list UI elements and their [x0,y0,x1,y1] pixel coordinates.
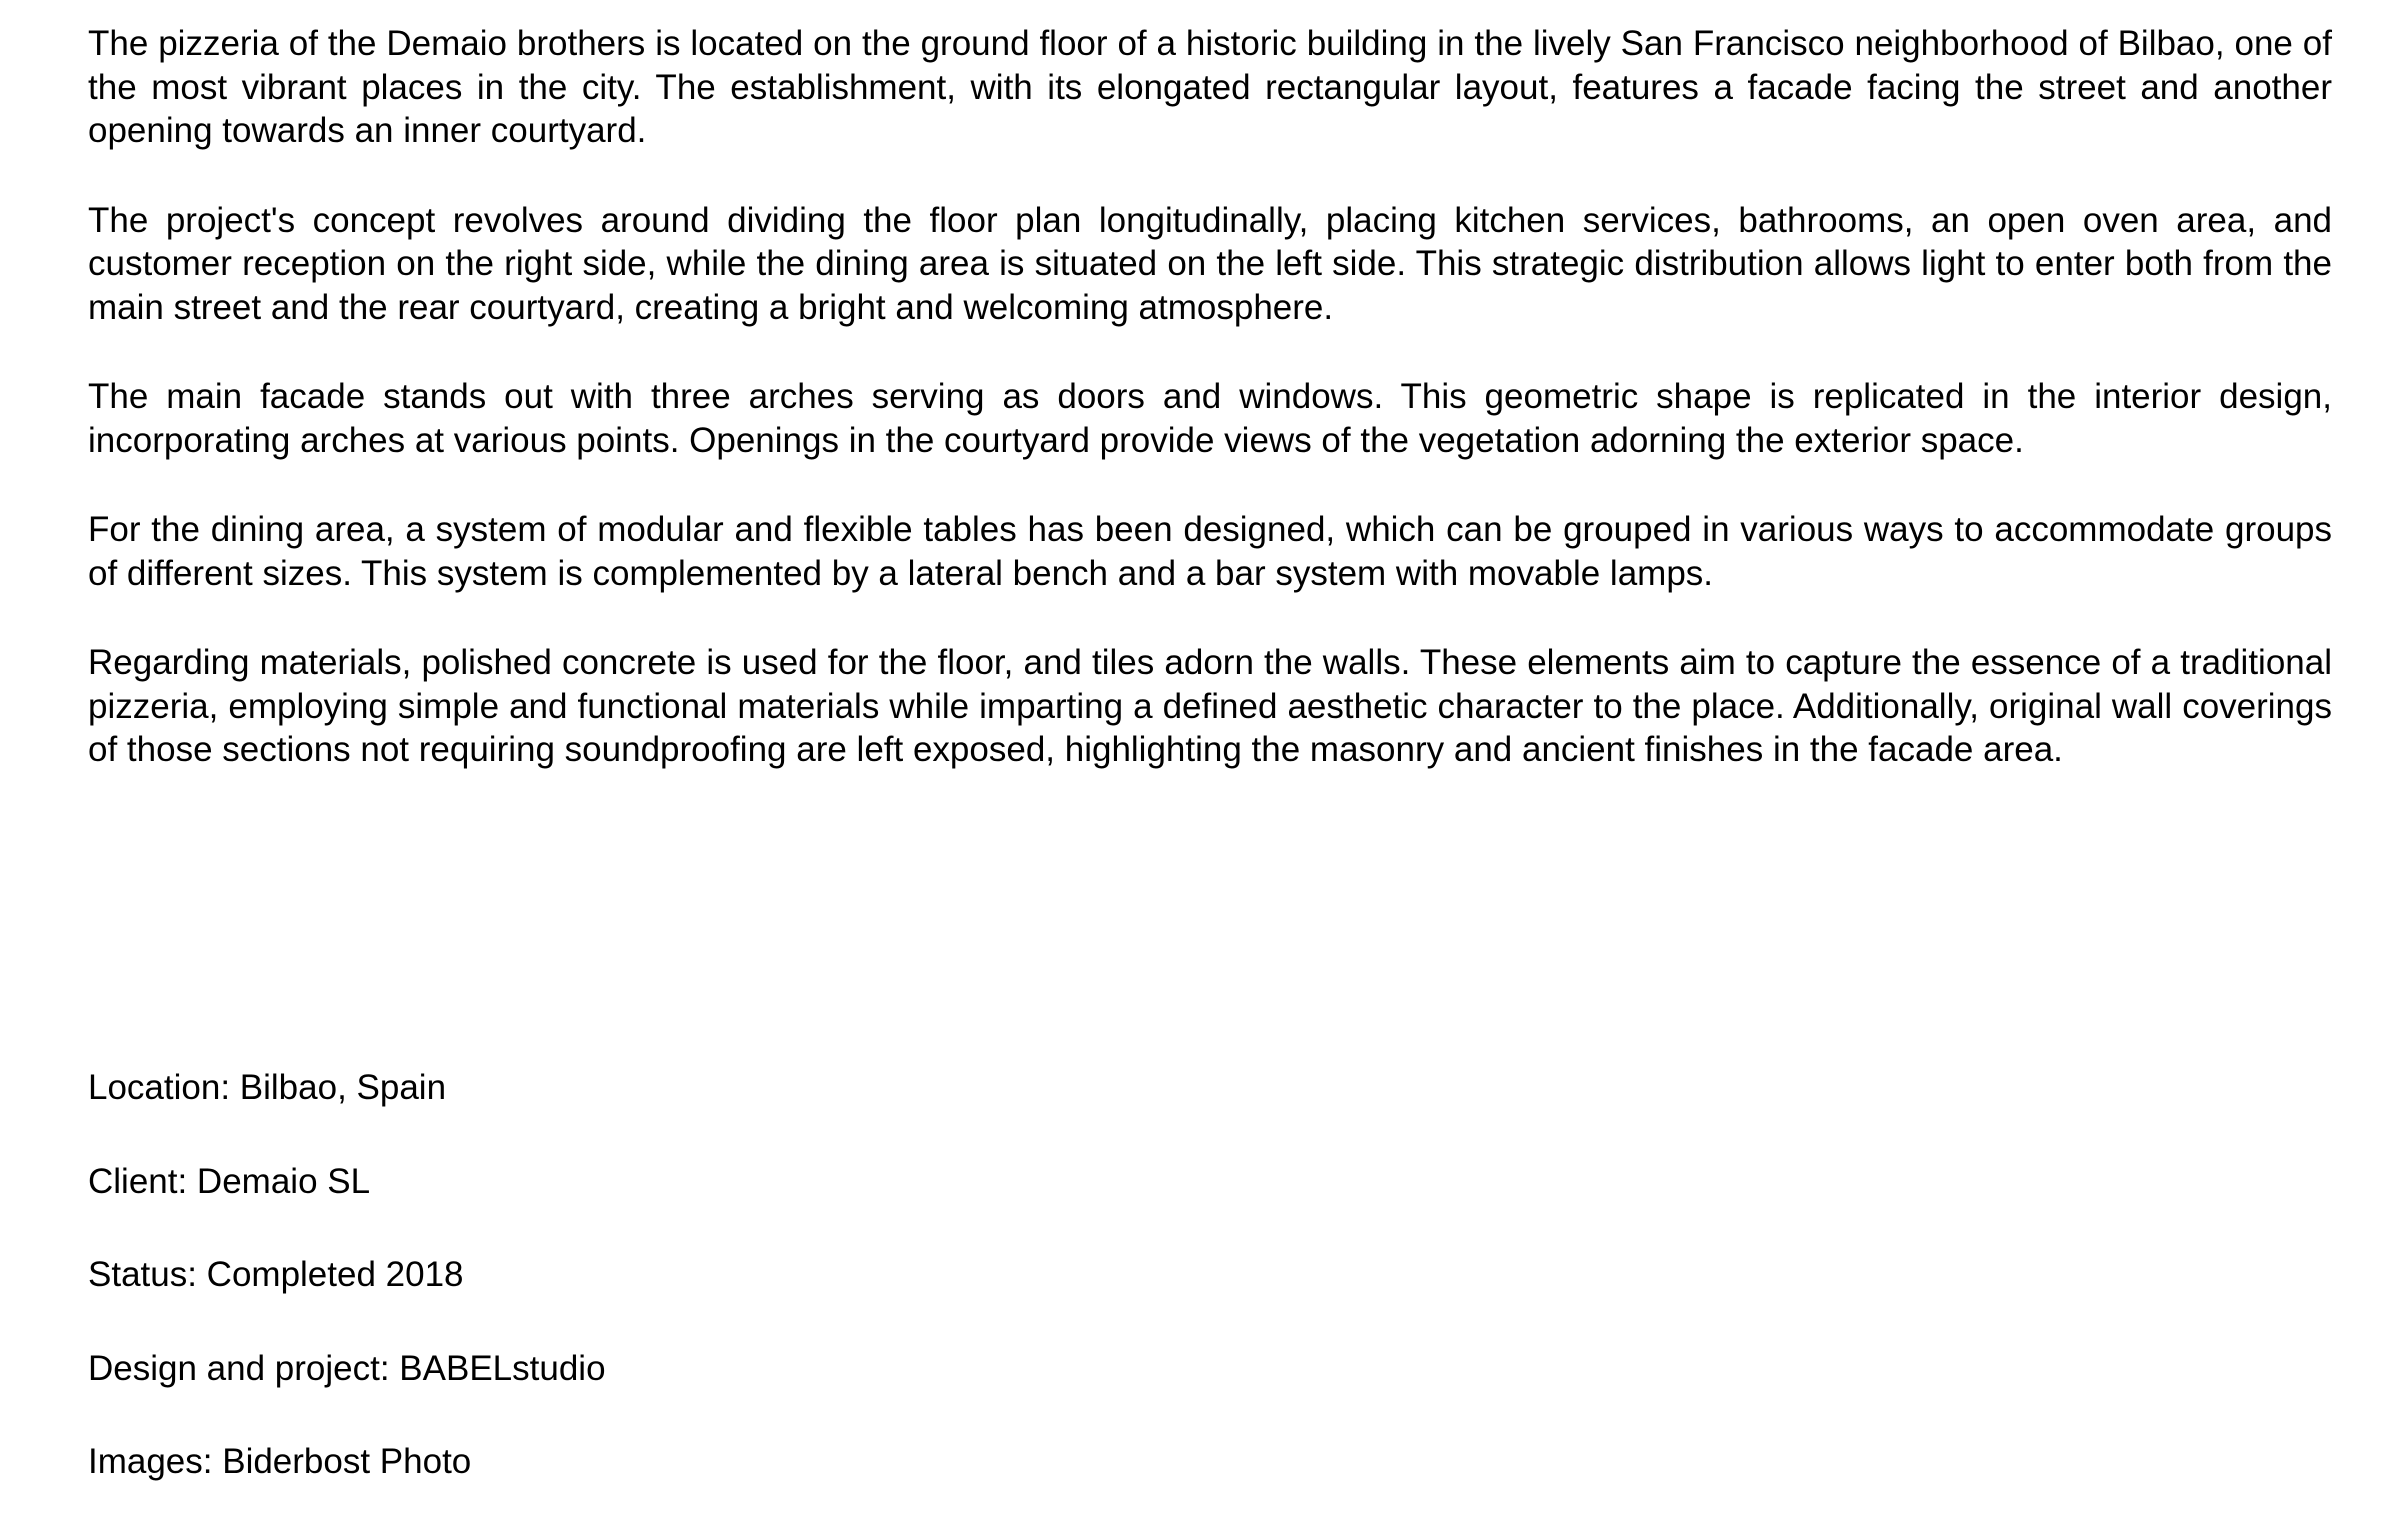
paragraph-location-intro: The pizzeria of the Demaio brothers is located on the ground floor of a historic building in the lively San Francisco neighborhood of Bilbao, one of the most vibrant places in the city. The establishment, with its elongated rectangular layout, features a facade facing the street and another opening towards an inner courtyard. [88,24,2332,150]
project-images-credit: Images: Biderbost Photo [88,1442,472,1481]
paragraph-materials: Regarding materials, polished concrete is used for the floor, and tiles adorn the walls. These elements aim to capture the essence of a traditional pizzeria, employing simple and functional materials while imparting a defined aesthetic character to the place. Additionally, original wall coverings of those sections not requiring soundproofing are left exposed, highlighting the masonry and ancient finishes in the facade area. [88,643,2332,769]
paragraph-facade: The main facade stands out with three arches serving as doors and windows. This geometric shape is replicated in the interior design, incorporating arches at various points. Openings in the courtyard provide views of the vegetation adorning the exterior space. [88,377,2332,460]
project-design: Design and project: BABELstudio [88,1348,606,1388]
project-client: Client: Demaio SL [88,1161,371,1201]
project-status: Status: Completed 2018 [88,1255,464,1294]
project-location: Location: Bilbao, Spain [88,1068,447,1107]
project-info [88,1066,1288,1534]
paragraph-dining-area: For the dining area, a system of modular and flexible tables has been designed, which can be grouped in various ways to accommodate groups of different sizes. This system is complemented by a lateral bench and a bar system with movable lamps. [88,510,2332,593]
document-body [88,22,2332,818]
paragraph-concept: The project's concept revolves around dividing the floor plan longitudinally, placing kitchen services, bathrooms, an open oven area, and customer reception on the right side, while the dining area is situated on the left side. This strategic distribution allows light to enter both from the main street and the rear courtyard, creating a bright and welcoming atmosphere. [88,200,2332,327]
